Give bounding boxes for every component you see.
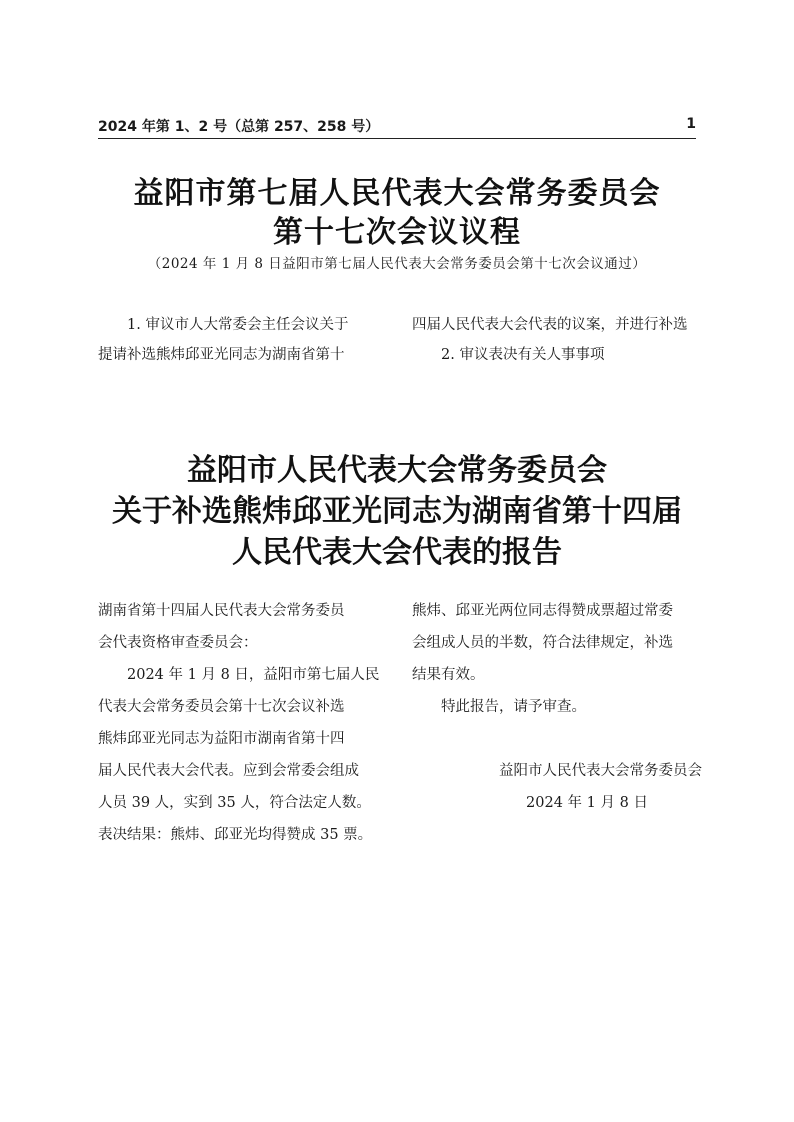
agenda-title-line1: 益阳市第七届人民代表大会常务委员会 [133,176,661,211]
agenda-title-line2: 第十七次会议议程 [273,215,521,250]
agenda-subtitle: （2024 年 1 月 8 日益阳市第七届人民代表大会常务委员会第十七次会议通过） [147,256,647,272]
report-line: 代表大会常务委员会第十七次会议补选 [98,699,345,715]
agenda-column-right [412,310,702,370]
report-line: 湖南省第十四届人民代表大会常务委员 [98,603,345,619]
report-line: 人员 39 人，实到 35 人，符合法定人数。 [98,795,371,811]
report-line: 熊炜、邱亚光两位同志得赞成票超过常委 [412,603,673,619]
report-line: 2024 年 1 月 8 日，益阳市第七届人民 [98,667,380,683]
report-line: 表决结果：熊炜、邱亚光均得赞成 35 票。 [98,827,373,843]
report-line: 届人民代表大会代表。应到会常委会组成 [98,763,359,779]
report-line: 特此报告，请予审查。 [412,699,586,715]
agenda-line: 2. 审议表决有关人事事项 [412,347,605,363]
report-line: 会代表资格审查委员会： [98,635,258,651]
report-line: 结果有效。 [412,667,485,683]
agenda-line: 四届人民代表大会代表的议案，并进行补选 [412,317,688,333]
report-line: 会组成人员的半数，符合法律规定，补选 [412,635,673,651]
page-number: 1 [686,116,696,132]
agenda-line: 提请补选熊炜邱亚光同志为湖南省第十 [98,347,345,363]
report-date: 2024 年 1 月 8 日 [526,795,648,811]
report-line: 熊炜邱亚光同志为益阳市湖南省第十四 [98,731,345,747]
agenda-column-left [98,310,388,370]
report-title-line3: 人民代表大会代表的报告 [232,535,562,570]
report-column-right [412,595,702,819]
agenda-line: 1. 审议市人大常委会主任会议关于 [98,317,349,333]
page-header [98,116,696,139]
report-title-line1: 益阳市人民代表大会常务委员会 [187,453,607,488]
report-title-line2: 关于补选熊炜邱亚光同志为湖南省第十四届 [112,494,682,529]
report-column-left [98,595,398,851]
report-signature: 益阳市人民代表大会常务委员会 [499,763,702,779]
issue-info: 2024 年第 1、2 号（总第 257、258 号） [98,119,380,135]
